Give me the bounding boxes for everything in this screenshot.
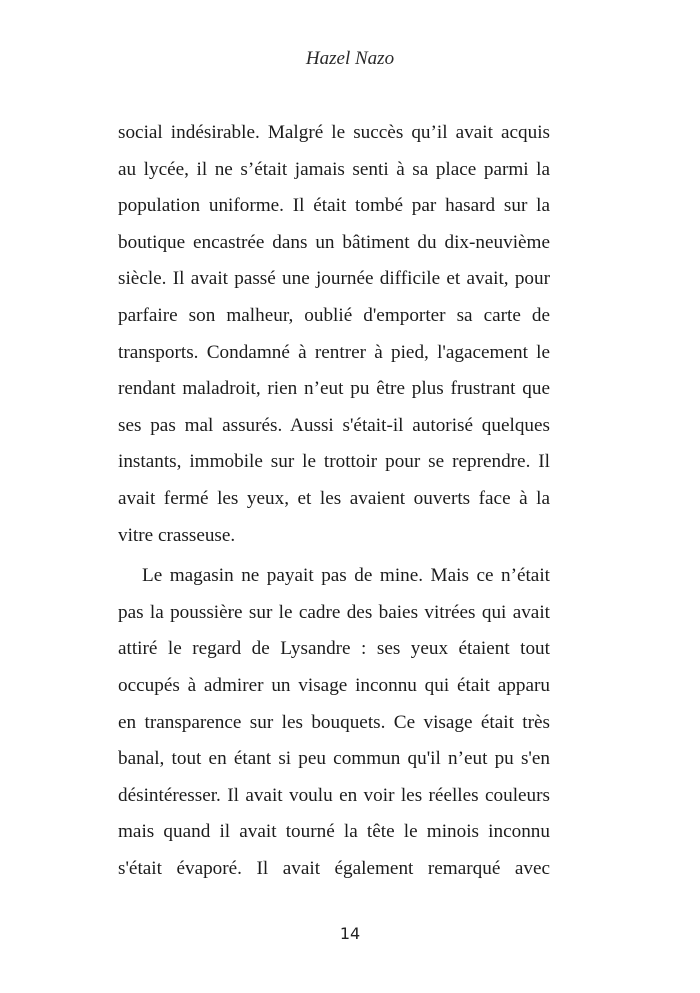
text-line: boutique encastrée dans un bâtiment du dix-neuvième bbox=[118, 231, 550, 253]
text-line: occupés à admirer un visage inconnu qui était apparu bbox=[118, 674, 550, 696]
text-line: siècle. Il avait passé une journée difficile et avait, pour bbox=[118, 268, 550, 290]
page-number: 14 bbox=[339, 924, 361, 943]
text-line: pas la poussière sur le cadre des baies vitrées qui avait bbox=[118, 601, 550, 623]
text-line: social indésirable. Malgré le succès qu’il avait acquis bbox=[118, 122, 550, 143]
text-line: Le magasin ne payait pas de mine. Mais ce n’était bbox=[142, 565, 550, 587]
text-line: attiré le regard de Lysandre : ses yeux étaient tout bbox=[118, 638, 550, 660]
text-line: parfaire son malheur, oublié d'emporter sa carte de bbox=[118, 304, 550, 326]
paragraph-2 bbox=[118, 558, 550, 887]
paragraph-1 bbox=[118, 115, 550, 554]
text-line: ses pas mal assurés. Aussi s'était-il autorisé quelques bbox=[118, 414, 550, 436]
text-line: rendant maladroit, rien n’eut pu être plus frustrant que bbox=[118, 378, 550, 400]
running-header-author: Hazel Nazo bbox=[305, 48, 395, 69]
text-line: mais quand il avait tourné la tête le minois inconnu bbox=[118, 821, 550, 843]
text-line: avait fermé les yeux, et les avaient ouverts face à la bbox=[118, 487, 550, 509]
text-line: s'était évaporé. Il avait également remarqué avec bbox=[118, 857, 550, 879]
text-line: en transparence sur les bouquets. Ce visage était très bbox=[118, 711, 550, 733]
body-text bbox=[118, 115, 550, 887]
text-line: désintéresser. Il avait voulu en voir les réelles couleurs bbox=[118, 784, 550, 806]
text-line: population uniforme. Il était tombé par hasard sur la bbox=[118, 195, 550, 217]
text-line: instants, immobile sur le trottoir pour se reprendre. Il bbox=[118, 451, 550, 473]
text-line: vitre crasseuse. bbox=[118, 524, 236, 546]
text-line: banal, tout en étant si peu commun qu'il n’eut pu s'en bbox=[118, 748, 550, 770]
text-line: transports. Condamné à rentrer à pied, l'agacement le bbox=[118, 341, 550, 363]
text-line: au lycée, il ne s’était jamais senti à sa place parmi la bbox=[118, 158, 550, 180]
